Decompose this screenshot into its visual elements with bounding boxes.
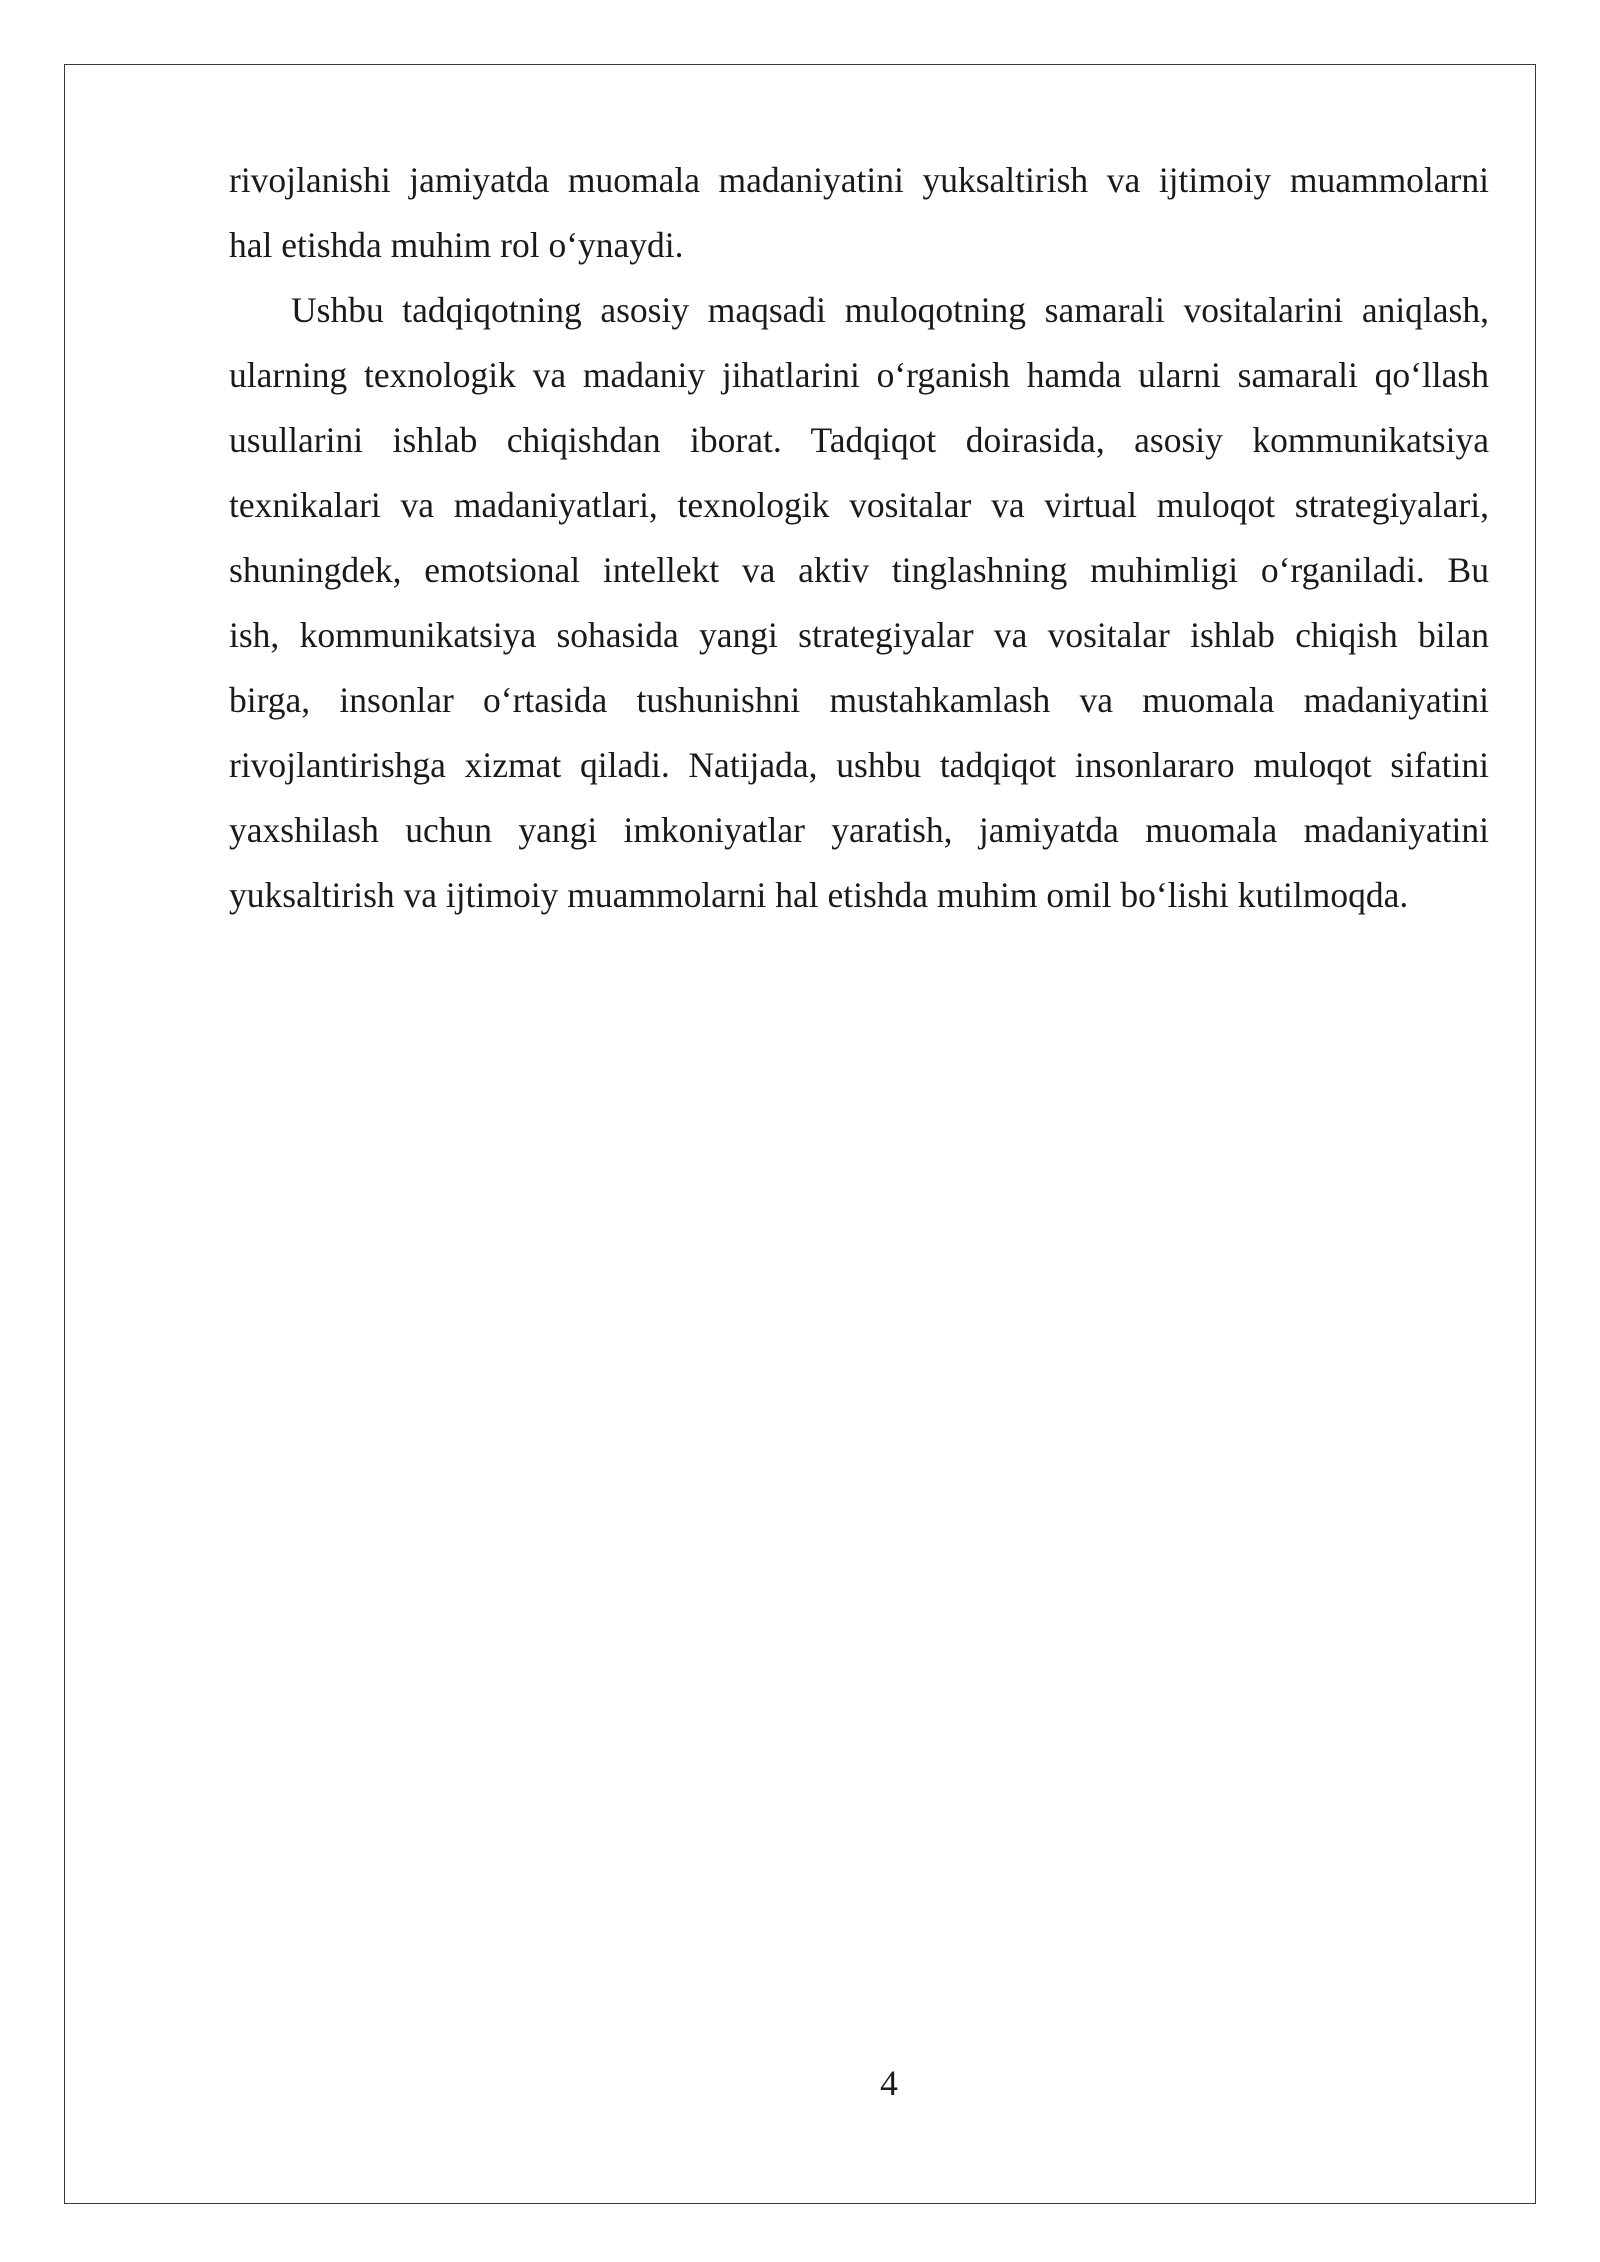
page-number: 4 [880,2063,898,2103]
body-text [229,148,1489,928]
text-line: rivojlanishi jamiyatda muomala madaniyatini yuksaltirish va ijtimoiy muammolarni [229,160,1489,200]
text-line: usullarini ishlab chiqishdan iborat. Tadqiqot doirasida, asosiy kommunikatsiya [229,420,1489,460]
text-line: birga, insonlar oʻrtasida tushunishni mustahkamlash va muomala madaniyatini [229,680,1489,720]
text-line: hal etishda muhim rol oʻynaydi. [229,225,684,265]
text-line: texnikalari va madaniyatlari, texnologik vositalar va virtual muloqot strategiyalari, [229,485,1489,525]
text-line: yaxshilash uchun yangi imkoniyatlar yaratish, jamiyatda muomala madaniyatini [229,810,1489,850]
text-line: ish, kommunikatsiya sohasida yangi strategiyalar va vositalar ishlab chiqish bilan [229,615,1489,655]
text-line: ularning texnologik va madaniy jihatlarini oʻrganish hamda ularni samarali qoʻllash [229,355,1489,395]
text-line: yuksaltirish va ijtimoiy muammolarni hal etishda muhim omil boʻlishi kutilmoqda. [229,875,1409,915]
text-line: shuningdek, emotsional intellekt va aktiv tinglashning muhimligi oʻrganiladi. Bu [229,550,1489,590]
text-line: rivojlantirishga xizmat qiladi. Natijada, ushbu tadqiqot insonlararo muloqot sifatini [229,745,1489,785]
text-line: Ushbu tadqiqotning asosiy maqsadi muloqotning samarali vositalarini aniqlash, [291,290,1489,330]
